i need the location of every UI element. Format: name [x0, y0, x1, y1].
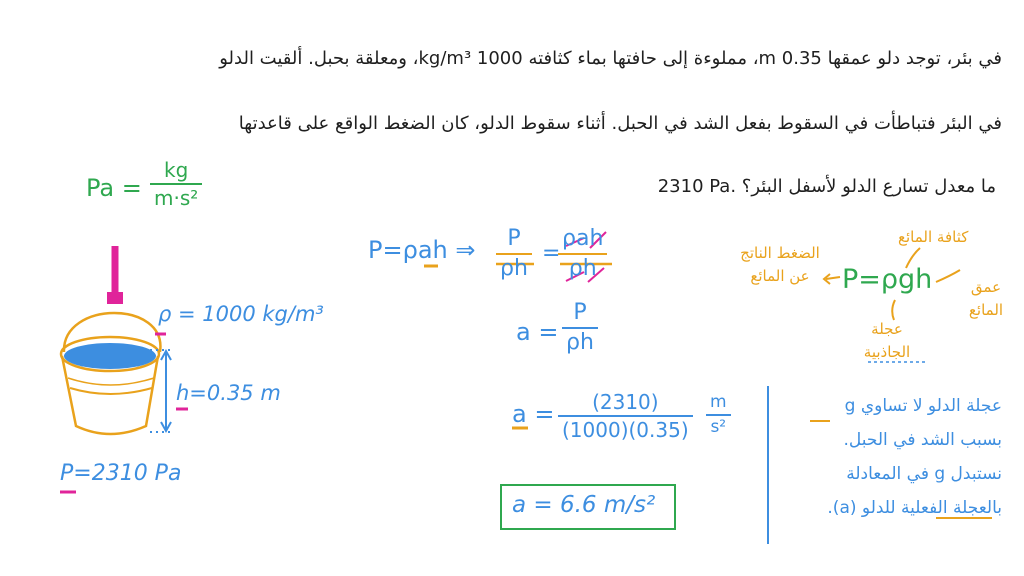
eq3-unit-num: m: [710, 392, 727, 412]
eq2-num: P: [573, 300, 587, 325]
density-label: ρ = 1000 kg/m³: [158, 302, 324, 326]
equation-1: P=ρah ⇒: [368, 236, 476, 264]
depth-annotation: عمق المائع: [968, 278, 1004, 319]
equation-3-lhs: a =: [512, 400, 555, 428]
pressure-annotation: الضغط الناتج عن المائع: [740, 244, 820, 285]
eq3-unit-den: s²: [710, 417, 727, 437]
result-text: a = 6.6 m/s²: [512, 492, 656, 518]
depth-label: h=0.35 m: [176, 381, 281, 405]
question-line-2: في البئر فتباطأت في السقوط بفعل الشد في الحبل. أثناء سقوط الدلو، كان الضغط الواقع على قاعدتها: [238, 113, 1002, 134]
eq2-den: ρh: [566, 330, 594, 355]
eq3-num: (2310): [592, 390, 659, 414]
equation-3-unit: [706, 394, 731, 436]
note-line-1: عجلة الدلو لا تساوي g: [844, 396, 1002, 416]
pressure-label: P=2310 Pa: [60, 461, 182, 486]
eq3-den: (1000)(0.35): [562, 418, 689, 442]
note-line-2: بسبب الشد في الحبل.: [843, 430, 1002, 450]
question-line-3: 2310 Pa. ما معدل تسارع الدلو لأسفل البئر؟: [657, 176, 996, 197]
rope-knot: [107, 292, 123, 304]
equation-1-equals: =: [542, 241, 561, 266]
equation-1-right-fraction: [558, 228, 607, 280]
water-surface: [64, 343, 156, 369]
equation-2-lhs: a =: [516, 318, 559, 346]
unit-note-den: m·s²: [154, 186, 199, 210]
eq1-num2: ρah: [562, 226, 604, 251]
equation-1-left-fraction: [496, 228, 532, 280]
unit-note-lhs: Pa =: [86, 174, 142, 202]
eq1-den2: ρh: [568, 256, 597, 281]
note-line-4: بالعجلة الفعلية للدلو (a).: [827, 498, 1002, 518]
question-line-1: في بئر، توجد دلو عمقها 0.35 m، مملوءة إلى حافتها بماء كثافته 1000 kg/m³، ومعلقة بحبل. ألقيت الدلو: [219, 48, 1002, 69]
gravity-annotation: عجلة الجاذبية: [863, 320, 911, 361]
eq1-den: ρh: [500, 256, 528, 281]
note-line-3: نستبدل g في المعادلة: [846, 464, 1002, 484]
equation-2-fraction: [562, 302, 598, 354]
eq1-num: P: [507, 226, 521, 251]
equation-3-fraction: [558, 392, 693, 440]
unit-note-num: kg: [164, 158, 189, 182]
density-annotation: كثافة المائع: [898, 228, 969, 246]
formula-pgh: P=ρgh: [842, 264, 933, 295]
